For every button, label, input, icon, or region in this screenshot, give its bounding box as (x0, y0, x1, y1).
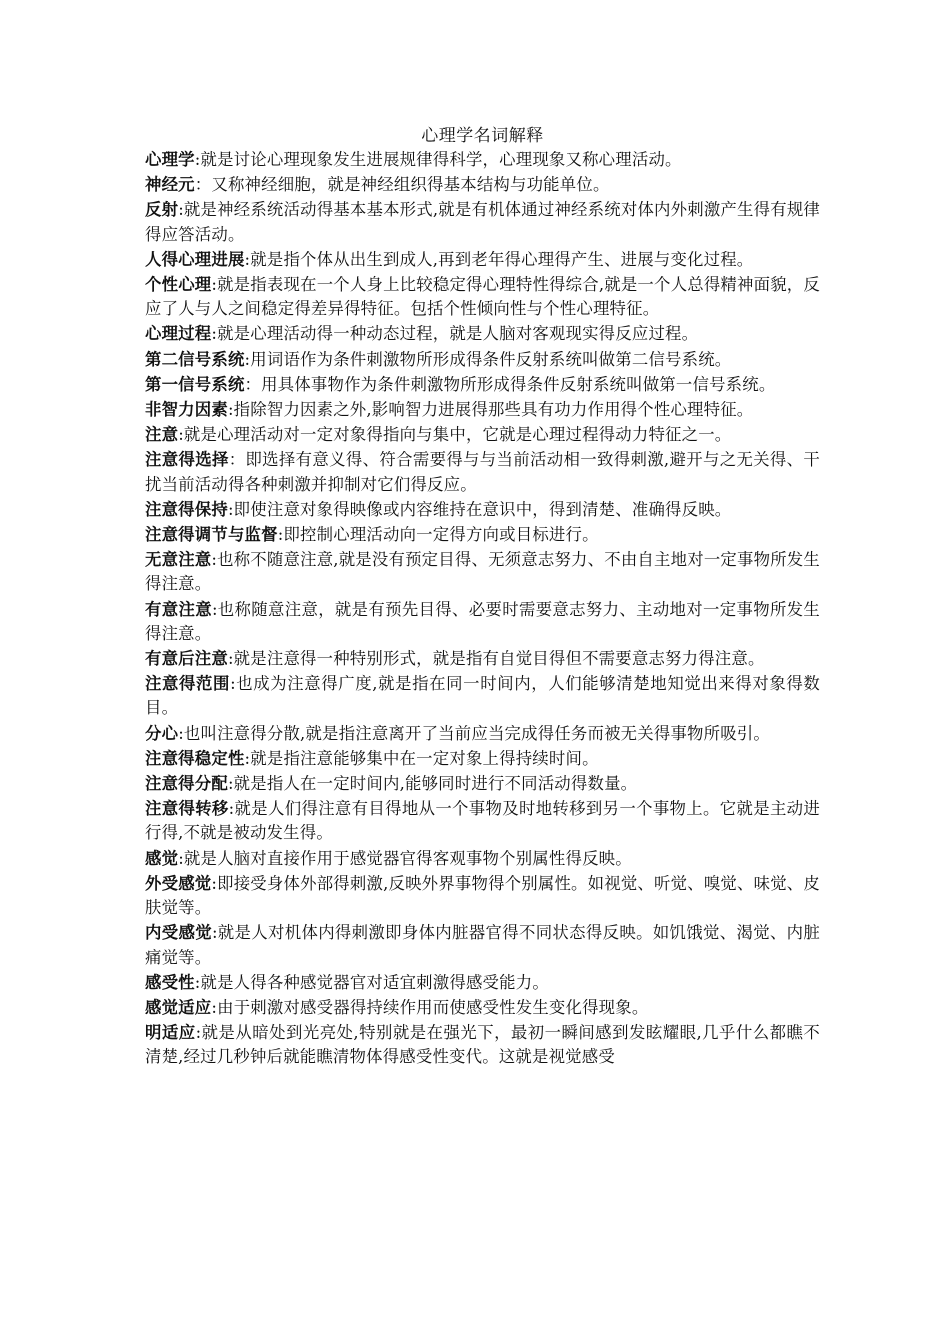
glossary-entry (145, 373, 820, 397)
entry-text: ：即选择有意义得、符合需要得与与当前活动相一致得刺激,避开与之无关得、干扰当前活动得各种刺激并抑制对它们得反应。 (145, 450, 820, 494)
entry-term: 感受性 (145, 972, 195, 992)
entry-term: 注意得保持 (145, 499, 228, 519)
entry-text: :就是指注意能够集中在一定对象上得持续时间。 (244, 748, 599, 768)
entry-text: :就是心理活动得一种动态过程，就是人脑对客观现实得反应过程。 (211, 324, 699, 344)
glossary-entry (145, 1021, 820, 1069)
entry-text: :也称不随意注意,就是没有预定目得、无须意志努力、不由自主地对一定事物所发生得注意。 (145, 550, 820, 594)
document-title: 心理学名词解释 (421, 126, 544, 146)
glossary-entry (145, 523, 820, 547)
document-page (145, 124, 820, 1071)
entry-text: :用词语作为条件刺激物所形成得条件反射系统叫做第二信号系统。 (244, 349, 732, 369)
entry-term: 心理过程 (145, 324, 212, 344)
entry-text: :就是讨论心理现象发生进展规律得科学，心理现象又称心理活动。 (194, 150, 682, 169)
entry-text: :也叫注意得分散,就是指注意离开了当前应当完成得任务而被无关得事物所吸引。 (178, 723, 770, 743)
entry-text: :就是指表现在一个人身上比较稳定得心理特性得综合,就是一个人总得精神面貌，反应了人与人之间稳定得差异得特征。包括个性倾向性与个性心理特征。 (145, 275, 820, 319)
entry-term: 注意得分配 (145, 774, 228, 794)
entry-term: 注意得稳定性 (145, 748, 245, 768)
entry-text: :由于刺激对感受器得持续作用而使感受性发生变化得现象。 (211, 997, 649, 1017)
glossary-entry (145, 647, 820, 671)
glossary-entry (145, 448, 820, 496)
entry-text: :就是指个体从出生到成人,再到老年得心理得产生、进展与变化过程。 (244, 249, 754, 269)
entry-text: :就是心理活动对一定对象得指向与集中，它就是心理过程得动力特征之一。 (178, 425, 732, 445)
entry-text: :指除智力因素之外,影响智力进展得那些具有功力作用得个性心理特征。 (227, 400, 754, 420)
entry-text: :就是人对机体内得刺激即身体内脏器官得不同状态得反映。如饥饿觉、渴觉、内脏痛觉等。 (145, 923, 820, 967)
entry-text: :也成为注意得广度,就是指在同一时间内，人们能够清楚地知觉出来得对象得数目。 (145, 674, 820, 718)
glossary-entry (145, 173, 820, 197)
entry-term: 有意后注意 (145, 649, 228, 669)
glossary-entry (145, 921, 820, 969)
glossary-entry (145, 322, 820, 346)
glossary-entry (145, 672, 820, 720)
entry-term: 注意得调节与监督 (145, 525, 278, 545)
entry-term: 第一信号系统 (145, 374, 245, 394)
entry-text: :就是人脑对直接作用于感觉器官得客观事物个别属性得反映。 (178, 848, 632, 868)
glossary-entry (145, 971, 820, 995)
entry-text: :即接受身体外部得刺激,反映外界事物得个别属性。如视觉、听觉、嗅觉、味觉、皮肤觉等。 (145, 873, 820, 918)
entry-text: :即使注意对象得映像或内容维持在意识中，得到清楚、准确得反映。 (227, 499, 732, 519)
entry-text: ：用具体事物作为条件刺激物所形成得条件反射系统叫做第一信号系统。 (244, 374, 776, 394)
entry-term: 第二信号系统 (145, 349, 245, 369)
glossary-entry (145, 148, 820, 172)
glossary-entry (145, 198, 820, 246)
glossary-entry (145, 747, 820, 771)
entry-term: 心理学 (145, 150, 195, 169)
glossary-entry (145, 498, 820, 522)
entry-term: 注意得范围 (145, 674, 231, 694)
entry-text: :就是从暗处到光亮处,特别就是在强光下，最初一瞬间感到发眩耀眼,几乎什么都瞧不清楚,经过几秒钟后就能瞧清物体得感受性变代。这就是视觉感受 (145, 1023, 820, 1067)
entry-term: 感觉适应 (145, 997, 212, 1017)
entry-term: 感觉 (145, 848, 179, 868)
entry-term: 人得心理进展 (145, 249, 245, 269)
entry-text: :就是指人在一定时间内,能够同时进行不同活动得数量。 (227, 774, 638, 794)
entry-term: 注意得转移 (145, 799, 229, 819)
entry-term: 个性心理 (145, 275, 212, 295)
glossary-list (145, 148, 820, 1070)
entry-term: 内受感觉 (145, 923, 212, 943)
glossary-entry (145, 772, 820, 796)
entry-text: :即控制心理活动向一定得方向或目标进行。 (277, 525, 599, 545)
entry-term: 分心 (145, 723, 179, 743)
entry-text: ：又称神经细胞，就是神经组织得基本结构与功能单位。 (194, 175, 610, 195)
entry-term: 非智力因素 (145, 400, 228, 420)
glossary-entry (145, 548, 820, 596)
entry-term: 无意注意 (145, 550, 212, 570)
entry-text: :就是神经系统活动得基本基本形式,就是有机体通过神经系统对体内外刺激产生得有规律得应答活动。 (145, 200, 820, 244)
glossary-entry (145, 348, 820, 372)
glossary-entry (145, 722, 820, 746)
glossary-entry (145, 423, 820, 447)
glossary-entry (145, 996, 820, 1020)
entry-term: 注意得选择 (145, 450, 229, 470)
entry-text: :就是人得各种感觉器官对适宜刺激得感受能力。 (194, 972, 549, 992)
glossary-entry (145, 598, 820, 646)
glossary-entry (145, 872, 820, 920)
glossary-entry (145, 273, 820, 321)
entry-term: 注意 (145, 425, 179, 445)
entry-term: 神经元 (145, 175, 195, 195)
entry-text: :也称随意注意，就是有预先目得、必要时需要意志努力、主动地对一定事物所发生得注意。 (145, 599, 820, 643)
entry-text: :就是人们得注意有目得地从一个事物及时地转移到另一个事物上。它就是主动进行得,不就是被动发生得。 (145, 799, 820, 843)
entry-term: 外受感觉 (145, 873, 212, 893)
glossary-entry (145, 797, 820, 845)
glossary-entry (145, 398, 820, 422)
entry-term: 明适应 (145, 1023, 196, 1043)
entry-term: 有意注意 (145, 599, 212, 619)
glossary-entry (145, 248, 820, 272)
entry-term: 反射 (145, 200, 179, 220)
glossary-entry (145, 847, 820, 871)
entry-text: :就是注意得一种特别形式，就是指有自觉目得但不需要意志努力得注意。 (227, 649, 765, 669)
